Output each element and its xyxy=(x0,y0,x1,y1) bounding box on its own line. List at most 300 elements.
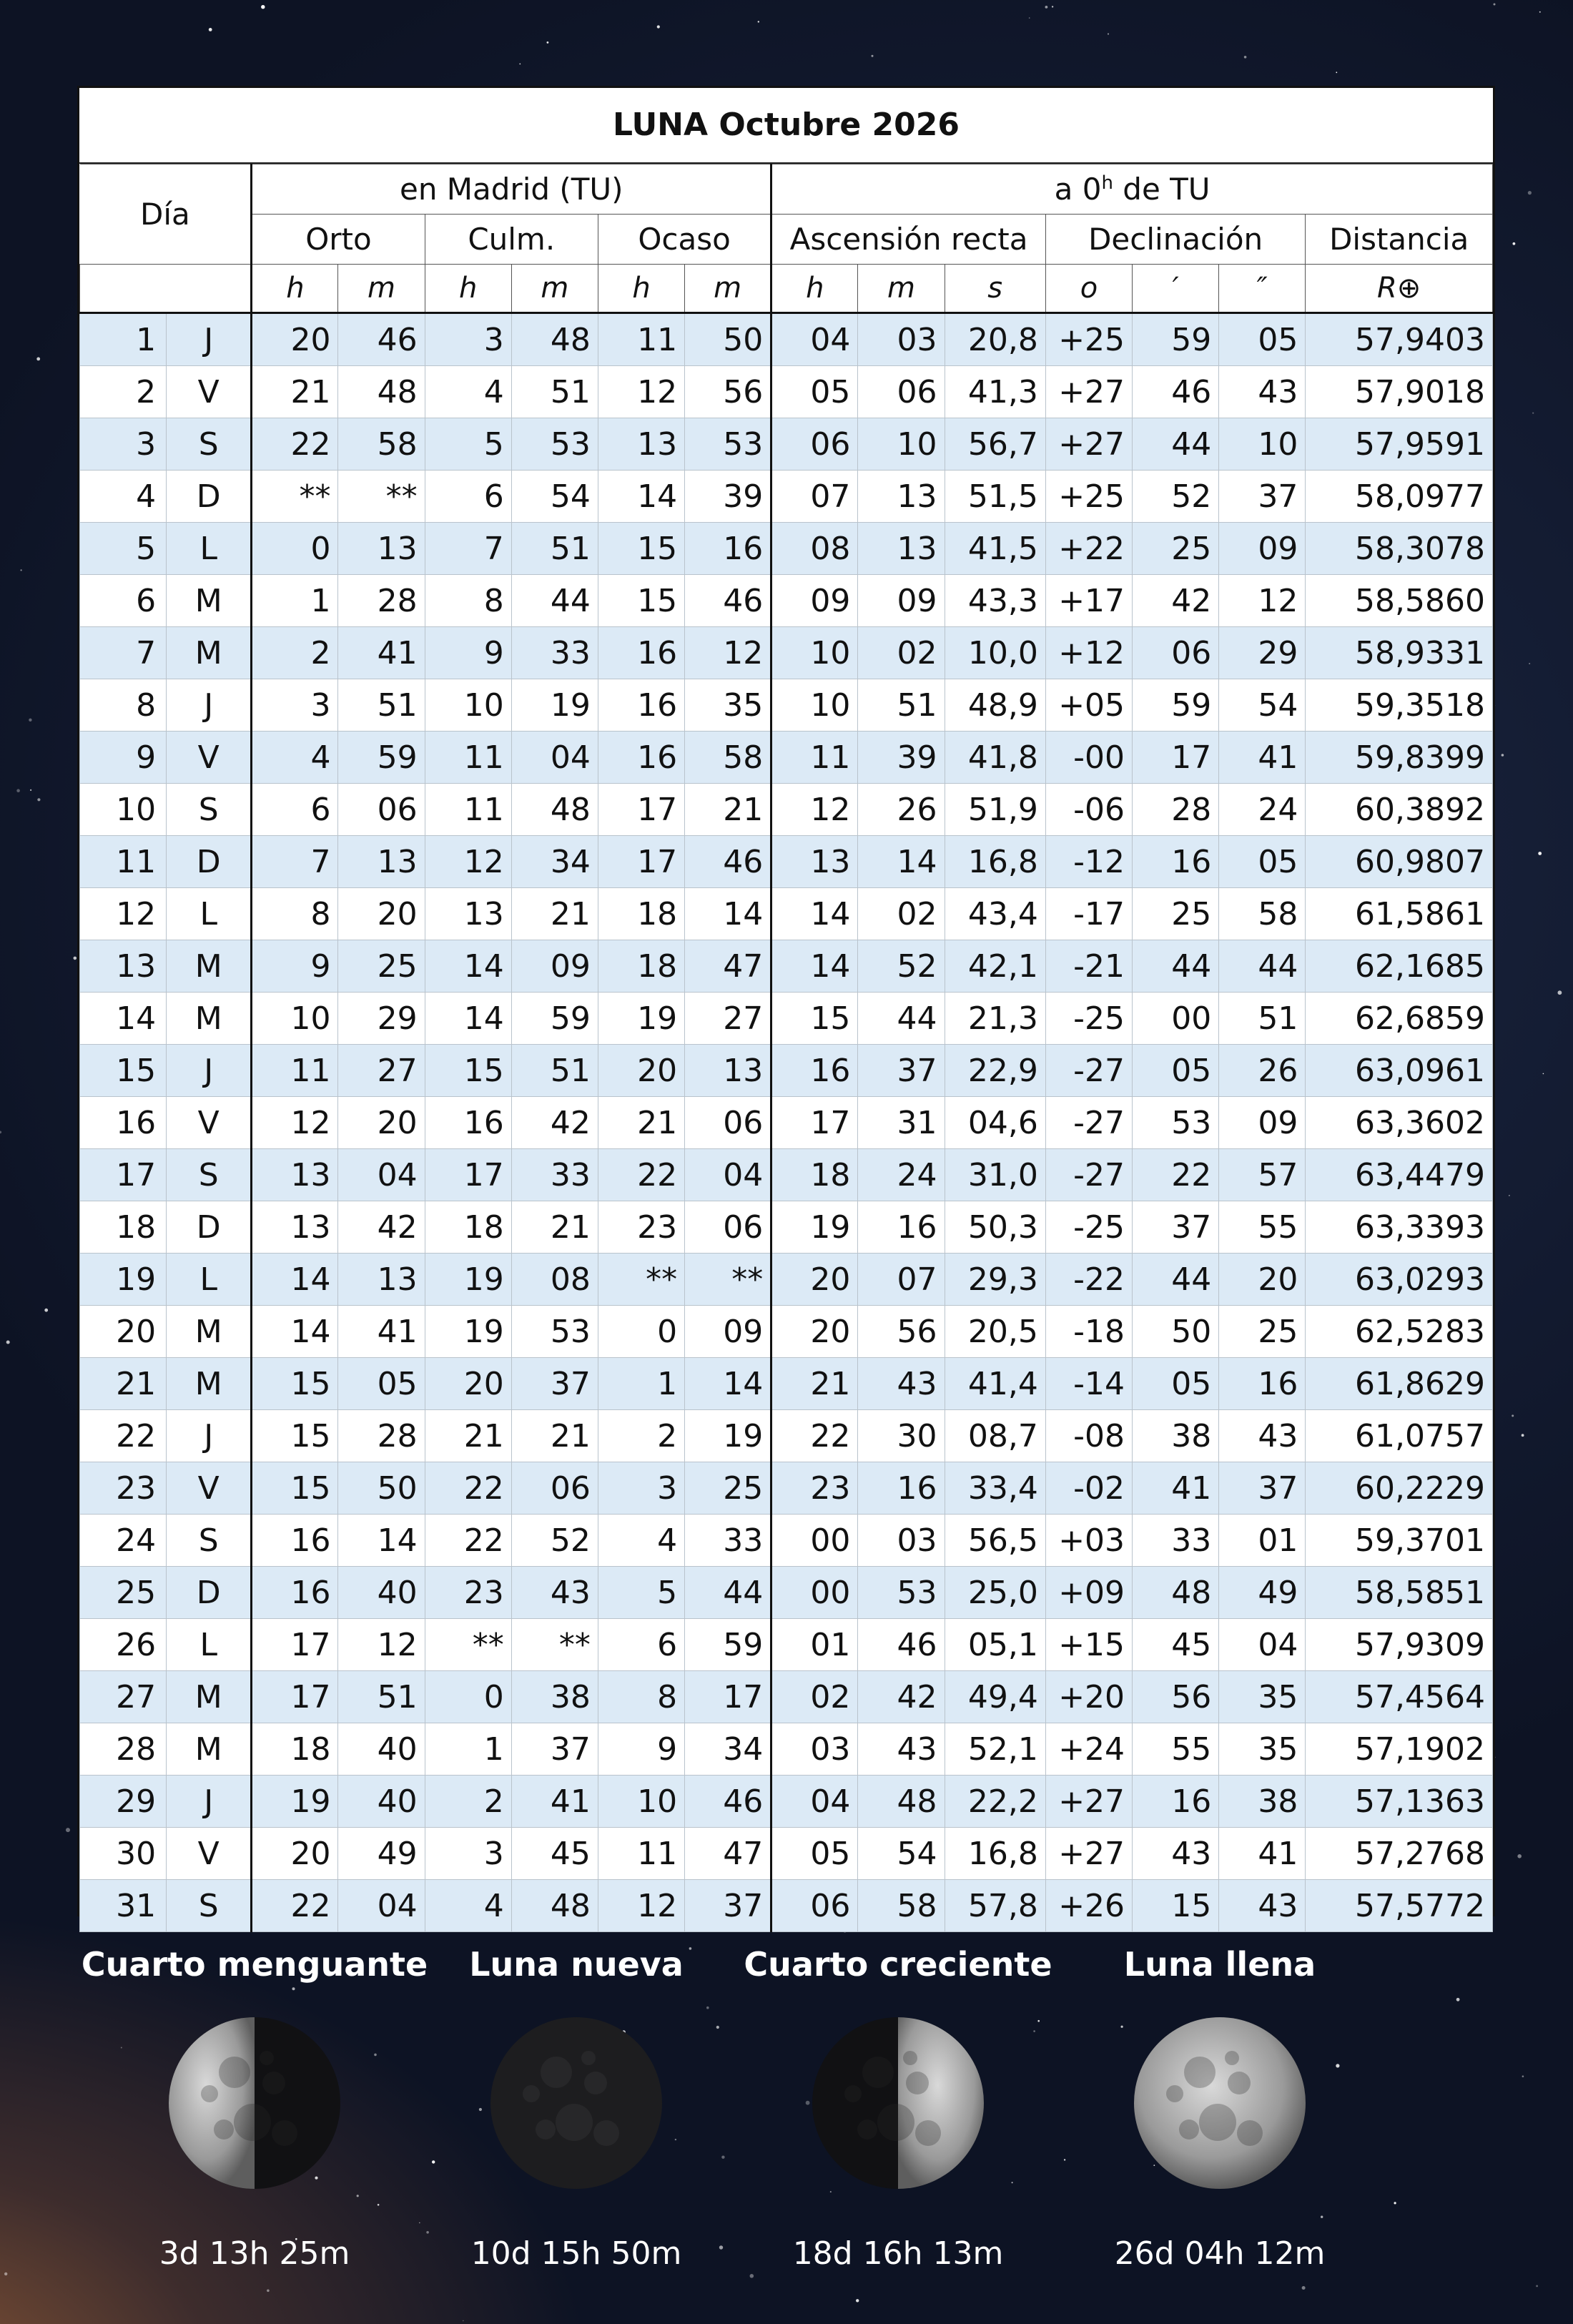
table-cell: 40 xyxy=(338,1567,425,1619)
table-cell: 22 xyxy=(1133,1149,1219,1201)
table-cell: M xyxy=(167,1306,252,1358)
table-cell: 61,0757 xyxy=(1306,1410,1493,1462)
table-cell: 16 xyxy=(858,1462,945,1515)
table-cell: 25 xyxy=(1133,523,1219,575)
table-cell: 52 xyxy=(511,1515,598,1567)
table-cell: 41 xyxy=(511,1776,598,1828)
table-cell: 53 xyxy=(858,1567,945,1619)
table-row xyxy=(80,1201,1493,1254)
table-cell: 56,5 xyxy=(945,1515,1045,1567)
table-cell: 58 xyxy=(685,732,771,784)
table-cell: 25 xyxy=(685,1462,771,1515)
table-cell: 7 xyxy=(425,523,511,575)
table-cell: 57,9403 xyxy=(1306,313,1493,366)
table-cell: 10 xyxy=(425,679,511,732)
table-cell: -02 xyxy=(1045,1462,1132,1515)
phase-name: Cuarto menguante xyxy=(81,1945,428,1984)
table-cell: 42,1 xyxy=(945,940,1045,993)
phase-block xyxy=(721,1931,1075,2272)
table-cell: 59 xyxy=(338,732,425,784)
table-cell: 30 xyxy=(858,1410,945,1462)
table-cell: 22 xyxy=(425,1515,511,1567)
table-cell: 43 xyxy=(1219,1880,1306,1932)
table-cell: 51,9 xyxy=(945,784,1045,836)
table-cell: 21 xyxy=(598,1097,684,1149)
header-dia: Día xyxy=(80,164,252,265)
table-row xyxy=(80,1045,1493,1097)
table-cell: 23 xyxy=(425,1567,511,1619)
table-cell: 49 xyxy=(338,1828,425,1880)
table-cell: 12 xyxy=(338,1619,425,1671)
table-cell: 58,5851 xyxy=(1306,1567,1493,1619)
unit: m xyxy=(338,265,425,313)
moon-phases xyxy=(77,1931,1495,2274)
table-cell: 0 xyxy=(598,1306,684,1358)
table-cell: L xyxy=(167,523,252,575)
table-cell: 57,8 xyxy=(945,1880,1045,1932)
table-cell: 41,4 xyxy=(945,1358,1045,1410)
table-cell: 04 xyxy=(771,1776,858,1828)
table-cell: 01 xyxy=(1219,1515,1306,1567)
table-cell: 16 xyxy=(425,1097,511,1149)
table-row xyxy=(80,523,1493,575)
table-row xyxy=(80,1671,1493,1723)
table-cell: 21,3 xyxy=(945,993,1045,1045)
table-cell: 16 xyxy=(858,1201,945,1254)
phase-block xyxy=(1042,1931,1397,2272)
table-cell: 09 xyxy=(685,1306,771,1358)
table-cell: 15 xyxy=(598,523,684,575)
table-cell: 15 xyxy=(425,1045,511,1097)
table-cell: 23 xyxy=(771,1462,858,1515)
table-cell: 13 xyxy=(598,418,684,471)
table-row xyxy=(80,1776,1493,1828)
table-cell: 50 xyxy=(685,313,771,366)
table-cell: 48 xyxy=(511,784,598,836)
table-cell: 50,3 xyxy=(945,1201,1045,1254)
table-cell: 20 xyxy=(771,1254,858,1306)
table-cell: 3 xyxy=(80,418,167,471)
table-cell: 59 xyxy=(511,993,598,1045)
table-cell: 24 xyxy=(1219,784,1306,836)
table-cell: 12 xyxy=(252,1097,338,1149)
table-cell: 20 xyxy=(252,1828,338,1880)
phase-time: 3d 13h 25m xyxy=(159,2235,350,2272)
table-row xyxy=(80,732,1493,784)
table-cell: 57,9309 xyxy=(1306,1619,1493,1671)
table-cell: 13 xyxy=(338,836,425,888)
table-cell: 29,3 xyxy=(945,1254,1045,1306)
table-cell: 57 xyxy=(1219,1149,1306,1201)
table-cell: 18 xyxy=(771,1149,858,1201)
table-cell: 59 xyxy=(1133,313,1219,366)
table-cell: 37 xyxy=(1133,1201,1219,1254)
table-cell: -27 xyxy=(1045,1149,1132,1201)
table-cell: 13 xyxy=(80,940,167,993)
table-cell: J xyxy=(167,679,252,732)
table-cell: 05 xyxy=(1219,836,1306,888)
unit: h xyxy=(771,265,858,313)
table-cell: 5 xyxy=(598,1567,684,1619)
table-cell: V xyxy=(167,732,252,784)
table-cell: +15 xyxy=(1045,1619,1132,1671)
table-cell: 08 xyxy=(511,1254,598,1306)
table-cell: 13 xyxy=(685,1045,771,1097)
table-row xyxy=(80,1254,1493,1306)
table-cell: 10 xyxy=(771,627,858,679)
table-cell: 33 xyxy=(1133,1515,1219,1567)
table-cell: 16 xyxy=(252,1567,338,1619)
table-cell: -25 xyxy=(1045,993,1132,1045)
table-cell: 28 xyxy=(338,575,425,627)
table-cell: 34 xyxy=(685,1723,771,1776)
table-cell: -08 xyxy=(1045,1410,1132,1462)
table-cell: 62,5283 xyxy=(1306,1306,1493,1358)
table-cell: 14 xyxy=(771,888,858,940)
table-cell: 9 xyxy=(80,732,167,784)
table-cell: 20 xyxy=(252,313,338,366)
table-cell: 22 xyxy=(598,1149,684,1201)
table-cell: 47 xyxy=(685,940,771,993)
table-cell: 14 xyxy=(685,1358,771,1410)
phase-block xyxy=(399,1931,754,2272)
table-cell: 37 xyxy=(511,1723,598,1776)
table-cell: 44 xyxy=(1219,940,1306,993)
table-cell: 19 xyxy=(771,1201,858,1254)
table-cell: 51 xyxy=(511,1045,598,1097)
table-cell: 33,4 xyxy=(945,1462,1045,1515)
table-cell: 31,0 xyxy=(945,1149,1045,1201)
table-row xyxy=(80,1462,1493,1515)
table-cell: 05 xyxy=(771,366,858,418)
table-cell: 15 xyxy=(252,1358,338,1410)
table-cell: ** xyxy=(338,471,425,523)
table-cell: 59 xyxy=(685,1619,771,1671)
table-cell: 11 xyxy=(598,1828,684,1880)
table-cell: 09 xyxy=(771,575,858,627)
table-cell: 57,9591 xyxy=(1306,418,1493,471)
table-cell: 20 xyxy=(1219,1254,1306,1306)
table-cell: +22 xyxy=(1045,523,1132,575)
table-cell: +17 xyxy=(1045,575,1132,627)
table-cell: -27 xyxy=(1045,1045,1132,1097)
table-cell: 21 xyxy=(80,1358,167,1410)
table-cell: M xyxy=(167,1358,252,1410)
table-cell: 35 xyxy=(685,679,771,732)
table-cell: 4 xyxy=(252,732,338,784)
table-cell: 2 xyxy=(80,366,167,418)
table-cell: 04 xyxy=(771,313,858,366)
table-cell: 29 xyxy=(338,993,425,1045)
table-cell: 57,4564 xyxy=(1306,1671,1493,1723)
table-cell: M xyxy=(167,993,252,1045)
table-cell: M xyxy=(167,940,252,993)
table-cell: 04 xyxy=(338,1149,425,1201)
table-cell: 44 xyxy=(511,575,598,627)
table-cell: 56 xyxy=(1133,1671,1219,1723)
table-cell: J xyxy=(167,313,252,366)
table-cell: 18 xyxy=(425,1201,511,1254)
table-cell: D xyxy=(167,1201,252,1254)
table-row xyxy=(80,1619,1493,1671)
table-cell: 54 xyxy=(858,1828,945,1880)
table-cell: 51 xyxy=(858,679,945,732)
table-cell: 20 xyxy=(598,1045,684,1097)
table-cell: 38 xyxy=(511,1671,598,1723)
table-cell: 14 xyxy=(252,1306,338,1358)
table-cell: 60,3892 xyxy=(1306,784,1493,836)
table-cell: 16 xyxy=(1133,1776,1219,1828)
table-cell: 22 xyxy=(252,418,338,471)
table-cell: 22 xyxy=(80,1410,167,1462)
table-cell: 13 xyxy=(252,1201,338,1254)
table-row xyxy=(80,784,1493,836)
header-madrid: en Madrid (TU) xyxy=(252,164,771,215)
table-cell: 53 xyxy=(511,418,598,471)
table-cell: 17 xyxy=(1133,732,1219,784)
table-cell: 45 xyxy=(511,1828,598,1880)
table-cell: 14 xyxy=(685,888,771,940)
table-cell: 35 xyxy=(1219,1671,1306,1723)
table-cell: 06 xyxy=(685,1201,771,1254)
table-cell: 43 xyxy=(1133,1828,1219,1880)
table-cell: 57,1363 xyxy=(1306,1776,1493,1828)
table-cell: 53 xyxy=(511,1306,598,1358)
unit: s xyxy=(945,265,1045,313)
table-cell: 53 xyxy=(1133,1097,1219,1149)
table-cell: 8 xyxy=(252,888,338,940)
table-cell: D xyxy=(167,471,252,523)
table-cell: 15 xyxy=(771,993,858,1045)
table-cell: L xyxy=(167,1619,252,1671)
table-cell: S xyxy=(167,1880,252,1932)
table-cell: 61,5861 xyxy=(1306,888,1493,940)
table-cell: 14 xyxy=(598,471,684,523)
table-cell: 10 xyxy=(252,993,338,1045)
table-cell: -22 xyxy=(1045,1254,1132,1306)
table-cell: 37 xyxy=(858,1045,945,1097)
table-cell: 19 xyxy=(252,1776,338,1828)
table-cell: +26 xyxy=(1045,1880,1132,1932)
table-cell: 20 xyxy=(425,1358,511,1410)
table-cell: +27 xyxy=(1045,1776,1132,1828)
table-cell: 41,3 xyxy=(945,366,1045,418)
table-cell: 21 xyxy=(685,784,771,836)
table-cell: 41,8 xyxy=(945,732,1045,784)
table-cell: 46 xyxy=(685,836,771,888)
table-cell: 07 xyxy=(858,1254,945,1306)
table-cell: 60,2229 xyxy=(1306,1462,1493,1515)
table-cell: 16 xyxy=(80,1097,167,1149)
unit: ′ xyxy=(1133,265,1219,313)
table-cell: 44 xyxy=(1133,940,1219,993)
table-cell: 19 xyxy=(511,679,598,732)
table-cell: 51 xyxy=(1219,993,1306,1045)
table-cell: 50 xyxy=(1133,1306,1219,1358)
table-row xyxy=(80,993,1493,1045)
table-cell: 18 xyxy=(598,888,684,940)
table-cell: 8 xyxy=(598,1671,684,1723)
table-cell: 17 xyxy=(80,1149,167,1201)
phase-time: 18d 16h 13m xyxy=(792,2235,1004,2272)
table-cell: 14 xyxy=(771,940,858,993)
table-cell: 16 xyxy=(771,1045,858,1097)
table-cell: +12 xyxy=(1045,627,1132,679)
table-cell: 45 xyxy=(1133,1619,1219,1671)
table-cell: 3 xyxy=(252,679,338,732)
table-cell: 9 xyxy=(252,940,338,993)
table-cell: 62,1685 xyxy=(1306,940,1493,993)
table-cell: 11 xyxy=(425,784,511,836)
table-cell: +27 xyxy=(1045,418,1132,471)
table-row xyxy=(80,471,1493,523)
table-cell: 14 xyxy=(858,836,945,888)
table-cell: 12 xyxy=(771,784,858,836)
table-cell: 56,7 xyxy=(945,418,1045,471)
table-row xyxy=(80,418,1493,471)
units-row xyxy=(80,265,1493,313)
table-cell: J xyxy=(167,1776,252,1828)
table-cell: 00 xyxy=(1133,993,1219,1045)
table-cell: ** xyxy=(252,471,338,523)
table-cell: 4 xyxy=(598,1515,684,1567)
table-cell: M xyxy=(167,1671,252,1723)
table-cell: 48 xyxy=(511,313,598,366)
table-cell: 33 xyxy=(685,1515,771,1567)
table-cell: 06 xyxy=(685,1097,771,1149)
table-cell: 25 xyxy=(1133,888,1219,940)
table-cell: 05,1 xyxy=(945,1619,1045,1671)
table-cell: V xyxy=(167,366,252,418)
table-cell: 06 xyxy=(858,366,945,418)
moon-icon xyxy=(167,2015,342,2191)
table-cell: 48 xyxy=(858,1776,945,1828)
table-cell: 39 xyxy=(858,732,945,784)
table-cell: M xyxy=(167,627,252,679)
table-body xyxy=(80,313,1493,1932)
table-cell: 33 xyxy=(511,1149,598,1201)
table-cell: 37 xyxy=(511,1358,598,1410)
moon-icon xyxy=(488,2015,664,2191)
unit: ″ xyxy=(1219,265,1306,313)
table-cell: 39 xyxy=(685,471,771,523)
table-row xyxy=(80,888,1493,940)
table-row xyxy=(80,836,1493,888)
table-cell: 46 xyxy=(1133,366,1219,418)
header-a0: a 0$^h$ de TU xyxy=(771,164,1493,215)
table-cell: 20,8 xyxy=(945,313,1045,366)
table-cell: +25 xyxy=(1045,471,1132,523)
table-cell: 05 xyxy=(1133,1358,1219,1410)
table-cell: 58,0977 xyxy=(1306,471,1493,523)
table-cell: 06 xyxy=(1133,627,1219,679)
table-cell: 13 xyxy=(252,1149,338,1201)
unit: h xyxy=(598,265,684,313)
table-cell: 6 xyxy=(598,1619,684,1671)
table-cell: 10 xyxy=(598,1776,684,1828)
table-cell: 09 xyxy=(511,940,598,993)
table-cell: 15 xyxy=(80,1045,167,1097)
table-cell: 24 xyxy=(858,1149,945,1201)
table-row xyxy=(80,366,1493,418)
header-distancia: Distancia xyxy=(1306,215,1493,265)
table-cell: ** xyxy=(511,1619,598,1671)
phase-name: Luna nueva xyxy=(469,1945,684,1984)
header-ocaso: Ocaso xyxy=(598,215,771,265)
table-cell: 15 xyxy=(1133,1880,1219,1932)
table-cell: 7 xyxy=(80,627,167,679)
table-cell: 46 xyxy=(338,313,425,366)
table-cell: 14 xyxy=(425,993,511,1045)
table-cell: 08,7 xyxy=(945,1410,1045,1462)
table-cell: 17 xyxy=(771,1097,858,1149)
table-cell: 8 xyxy=(80,679,167,732)
table-cell: 43 xyxy=(511,1567,598,1619)
table-cell: 57,2768 xyxy=(1306,1828,1493,1880)
table-cell: -27 xyxy=(1045,1097,1132,1149)
table-cell: S xyxy=(167,418,252,471)
table-cell: 03 xyxy=(858,313,945,366)
table-cell: 08 xyxy=(771,523,858,575)
table-cell: 50 xyxy=(338,1462,425,1515)
table-cell: 09 xyxy=(858,575,945,627)
table-cell: 2 xyxy=(252,627,338,679)
table-cell: 43 xyxy=(1219,1410,1306,1462)
moon-icon xyxy=(810,2015,986,2191)
table-cell: 3 xyxy=(598,1462,684,1515)
table-cell: 58 xyxy=(1219,888,1306,940)
table-cell: 40 xyxy=(338,1776,425,1828)
table-cell: 15 xyxy=(598,575,684,627)
table-cell: 61,8629 xyxy=(1306,1358,1493,1410)
table-cell: 0 xyxy=(425,1671,511,1723)
table-cell: 27 xyxy=(338,1045,425,1097)
table-cell: 34 xyxy=(511,836,598,888)
table-cell: 6 xyxy=(425,471,511,523)
table-cell: 05 xyxy=(338,1358,425,1410)
table-cell: 10 xyxy=(858,418,945,471)
table-row xyxy=(80,1149,1493,1201)
table-row xyxy=(80,1567,1493,1619)
table-row xyxy=(80,1410,1493,1462)
table-cell: 44 xyxy=(1133,418,1219,471)
table-cell: 25 xyxy=(338,940,425,993)
table-cell: 53 xyxy=(685,418,771,471)
table-cell: 59,3518 xyxy=(1306,679,1493,732)
table-cell: 04 xyxy=(338,1880,425,1932)
table-cell: 18 xyxy=(252,1723,338,1776)
table-cell: -06 xyxy=(1045,784,1132,836)
table-cell: +03 xyxy=(1045,1515,1132,1567)
table-cell: D xyxy=(167,1567,252,1619)
table-cell: +25 xyxy=(1045,313,1132,366)
table-cell: 24 xyxy=(80,1515,167,1567)
table-cell: +27 xyxy=(1045,366,1132,418)
table-cell: 59 xyxy=(1133,679,1219,732)
table-cell: 20 xyxy=(771,1306,858,1358)
phase-block xyxy=(77,1931,432,2272)
table-cell: 4 xyxy=(425,366,511,418)
table-cell: 19 xyxy=(598,993,684,1045)
table-cell: 44 xyxy=(1133,1254,1219,1306)
table-cell: 51 xyxy=(511,523,598,575)
table-cell: 18 xyxy=(80,1201,167,1254)
table-cell: 21 xyxy=(425,1410,511,1462)
table-cell: J xyxy=(167,1045,252,1097)
table-cell: 29 xyxy=(1219,627,1306,679)
table-cell: 0 xyxy=(252,523,338,575)
table-cell: 20 xyxy=(338,1097,425,1149)
